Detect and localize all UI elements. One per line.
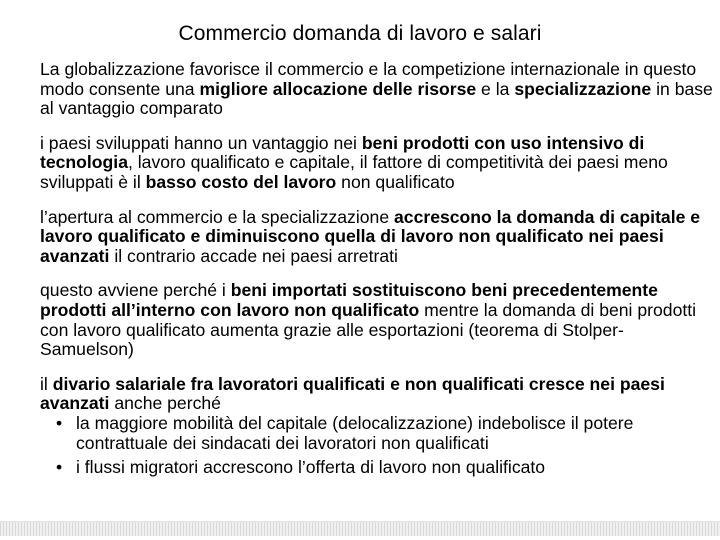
text-run: non qualificato [336, 171, 455, 192]
list-item-text: i flussi migratori accrescono l’offerta di lavoro non qualificato [76, 457, 546, 478]
bullet-list [40, 414, 716, 478]
bold-run: accrescono la domanda di capitale e lavoro qualificato e diminuiscono quella di lavoro non qualificato nei paesi avanzati [40, 206, 701, 266]
text-run: in base al vantaggio comparato [40, 78, 713, 119]
text-run: il [40, 373, 53, 394]
bold-run: beni importati sostituiscono beni precedentemente prodotti all’interno con lavoro non qualificato [40, 280, 658, 320]
bold-run: beni prodotti con uso intensivo di tecnologia [40, 132, 645, 173]
slide-body [40, 60, 716, 478]
bold-run: basso costo del lavoro [145, 171, 337, 192]
bold-run: specializzazione [514, 78, 652, 99]
paragraph-paesi-sviluppati [40, 134, 716, 193]
bold-run: migliore allocazione delle risorse [199, 78, 477, 99]
text-run: l’apertura al commercio e la specializzazione [40, 206, 394, 227]
paragraph-beni-importati [40, 281, 716, 359]
bold-run: divario salariale fra lavoratori qualificati e non qualificati cresce nei paesi avanzati [40, 373, 665, 414]
footer-texture-bar [0, 521, 720, 536]
text-run: i paesi sviluppati hanno un vantaggio nei [40, 132, 362, 153]
bullet-icon: • [56, 457, 63, 478]
text-run: La globalizzazione favorisce il commercio e la competizione internazionale in questo modo consente una [40, 59, 697, 99]
text-run: questo avviene perché i [40, 280, 231, 301]
text-run: mentre la domanda di beni prodotti con lavoro qualificato aumenta grazie alle esportazioni (teorema di Stolper-Samuelson) [40, 299, 697, 360]
slide-title [0, 22, 720, 46]
slide-title-text: Commercio domanda di lavoro e salari [178, 22, 542, 45]
list-item [40, 458, 716, 478]
text-run: anche perché [109, 393, 221, 414]
bullet-icon: • [56, 412, 63, 433]
text-run: , lavoro qualificato e capitale, il fattore di competitività dei paesi meno sviluppati è il [40, 152, 668, 192]
paragraph-apertura-commercio [40, 208, 716, 267]
paragraph-divario-salariale [40, 375, 716, 414]
text-run: e la [476, 78, 515, 99]
list-item-text: la maggiore mobilità del capitale (delocalizzazione) indebolisce il potere contrattuale dei sindacati dei lavoratori non qualificati [76, 412, 634, 453]
text-run: il contrario accade nei paesi arretrati [109, 245, 398, 266]
list-item [40, 414, 716, 453]
paragraph-globalizzazione [40, 60, 716, 119]
